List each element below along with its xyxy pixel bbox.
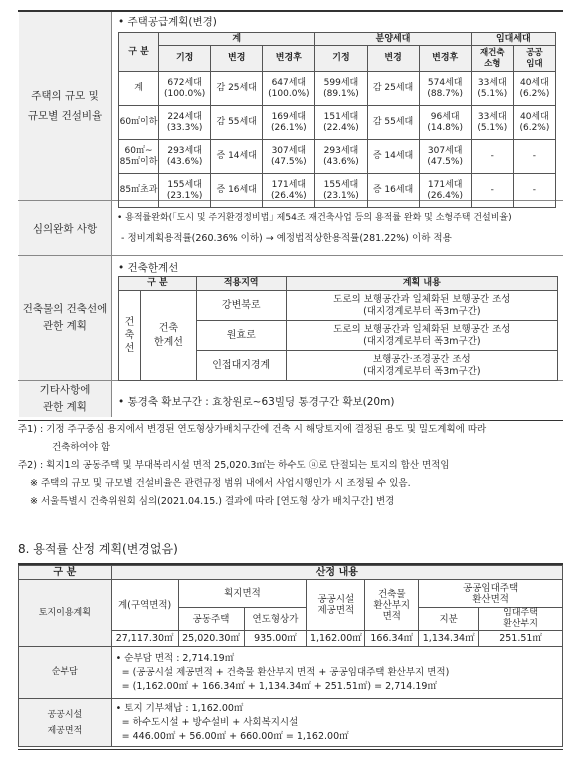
- s8-val: 166.34㎡: [365, 631, 419, 647]
- supply-cell: 171세대 (26.4%): [263, 174, 315, 208]
- note-1: 주1) : 기정 주구중심 용지에서 변경된 연도형상가배치구간에 건축 시 해당토지에 결정된 용도 및 밀도계획에 따라: [18, 424, 487, 435]
- s8-col-lot: 획지면적: [178, 580, 307, 608]
- supply-cell: 293세대 (43.6%): [159, 140, 211, 174]
- supply-cell: 감 25세대: [211, 72, 263, 106]
- row-label-other: 기타사항에 관한 계획: [19, 381, 111, 417]
- supply-head-rent: 임대세대: [471, 33, 555, 46]
- s8-col-lot-b: 연도형상가: [244, 608, 307, 631]
- supply-table: [118, 32, 556, 208]
- supply-subhead: 변경: [367, 46, 419, 72]
- supply-cell: 96세대 (14.8%): [419, 106, 471, 140]
- s8-public-line: = 하수도시설 + 방수설비 + 사회복지시설: [121, 716, 299, 728]
- supply-cell: 증 16세대: [367, 174, 419, 208]
- s8-public-line: = 446.00㎡ + 56.00㎡ + 660.00㎡ = 1,162.00㎡: [121, 730, 349, 742]
- s8-val: 1,162.00㎡: [307, 631, 365, 647]
- supply-cell: 293세대 (43.6%): [315, 140, 367, 174]
- supply-cell: -: [471, 140, 513, 174]
- s8-land-label: 토지이용계획: [19, 580, 112, 647]
- supply-cell: 감 55세대: [211, 106, 263, 140]
- bl-area: 원효로: [196, 321, 286, 351]
- relax-line-1: • 용적률완화(｢도시 및 주거환경정비법｣ 제54조 재건축사업 등의 용적률 완화 및 소형주택 건설비율): [117, 213, 512, 223]
- s8-head-content: 산정 내용: [111, 566, 562, 580]
- supply-cell: -: [471, 174, 513, 208]
- supply-cell: 60㎡~ 85㎡이하: [119, 140, 159, 174]
- bl-outer: 건 축 선: [119, 291, 141, 381]
- bl-head-plan: 계획 내용: [286, 277, 557, 291]
- section8-title: 8. 용적률 산정 계획(변경없음): [18, 542, 178, 556]
- note-4: ※ 서울특별시 건축위원회 심의(2021.04.15.) 결과에 따라 [연도형 상가 배치구간] 변경: [30, 496, 395, 507]
- s8-public-line: • 토지 기부채납 : 1,162.00㎡: [115, 702, 244, 714]
- s8-col-public: 공공시설 제공면적: [307, 580, 365, 631]
- s8-net-line: = (1,162.00㎡ + 166.34㎡ + 1,134.34㎡ + 251.51㎡) = 2,714.19㎡: [121, 680, 437, 692]
- supply-head-total: 계: [159, 33, 315, 46]
- supply-cell: 171세대 (26.4%): [419, 174, 471, 208]
- note-2: 주2) : 획지1의 공동주택 및 부대복리시설 면적 25,020.3㎡는 하수도 ⓐ로 단절되는 토지의 합산 면적임: [18, 460, 450, 471]
- supply-cell: 33세대 (5.1%): [471, 106, 513, 140]
- section1-divider-col: [111, 12, 112, 417]
- supply-cell: 증 16세대: [211, 174, 263, 208]
- s8-net-label: 순부담: [19, 647, 112, 699]
- supply-cell: 40세대 (6.2%): [513, 106, 555, 140]
- bl-area: 강변북로: [196, 291, 286, 321]
- s8-val: 251.51㎡: [479, 631, 563, 647]
- s8-val: 935.00㎡: [244, 631, 307, 647]
- supply-subhead: 재건축 소형: [471, 46, 513, 72]
- s8-val: 25,020.30㎡: [178, 631, 244, 647]
- supply-cell: 계: [119, 72, 159, 106]
- bl-area: 인접대지경계: [196, 351, 286, 381]
- supply-subhead: 변경후: [419, 46, 471, 72]
- other-plan-text: • 통경축 확보구간 : 효창원로~63빌딩 통경구간 확보(20m): [118, 396, 395, 408]
- s8-public-content: [111, 699, 562, 747]
- s8-head-gubun: 구 분: [19, 566, 112, 580]
- supply-plan-title: • 주택공급계획(변경): [118, 16, 217, 28]
- supply-head-sale: 분양세대: [315, 33, 471, 46]
- supply-subhead: 기정: [159, 46, 211, 72]
- section8-table: [18, 565, 563, 747]
- supply-subhead: 공공 임대: [513, 46, 555, 72]
- supply-cell: 85㎡초과: [119, 174, 159, 208]
- supply-cell: 33세대 (5.1%): [471, 72, 513, 106]
- supply-cell: 증 14세대: [211, 140, 263, 174]
- row-label-housing-scale: 주택의 규모 및 규모별 건설비율: [19, 12, 111, 200]
- supply-cell: 40세대 (6.2%): [513, 72, 555, 106]
- s8-col-rent-b: 임대주택 환산부지: [479, 608, 563, 631]
- building-line-title: • 건축한계선: [118, 262, 179, 274]
- row-label-building-line: 건축물의 건축선에 관한 계획: [19, 256, 111, 380]
- bl-head-area: 적용지역: [196, 277, 286, 291]
- supply-cell: -: [513, 174, 555, 208]
- bl-plan: 도로의 보행공간과 일체화된 보행공간 조성 (대지경계로부터 폭3m구간): [286, 291, 557, 321]
- s8-val: 1,134.34㎡: [419, 631, 479, 647]
- supply-cell: 155세대 (23.1%): [315, 174, 367, 208]
- bl-plan: 보행공간·조경공간 조성 (대지경계로부터 폭3m구간): [286, 351, 557, 381]
- supply-cell: 감 55세대: [367, 106, 419, 140]
- supply-subhead: 기정: [315, 46, 367, 72]
- s8-net-line: • 순부담 면적 : 2,714.19㎡: [115, 652, 235, 664]
- s8-col-rent: 공공임대주택 환산면적: [419, 580, 563, 608]
- supply-cell: 155세대 (23.1%): [159, 174, 211, 208]
- s8-col-rent-a: 지분: [419, 608, 479, 631]
- supply-cell: -: [513, 140, 555, 174]
- supply-cell: 151세대 (22.4%): [315, 106, 367, 140]
- building-line-table: [118, 276, 558, 381]
- s8-public-label: 공공시설 제공면적: [19, 699, 112, 747]
- supply-cell: 574세대 (88.7%): [419, 72, 471, 106]
- supply-cell: 307세대 (47.5%): [263, 140, 315, 174]
- s8-net-line: = (공공시설 제공면적 + 건축물 환산부지 면적 + 공공임대주택 환산부지 면적): [121, 666, 450, 678]
- s8-val: 27,117.30㎡: [111, 631, 178, 647]
- supply-cell: 647세대 (100.0%): [263, 72, 315, 106]
- supply-cell: 224세대 (33.3%): [159, 106, 211, 140]
- supply-subhead: 변경후: [263, 46, 315, 72]
- supply-cell: 감 25세대: [367, 72, 419, 106]
- relax-line-2: - 정비계획용적률(260.36% 이하) → 예정법적상한용적률(281.22%) 이하 적용: [121, 233, 452, 244]
- row-label-relaxation: 심의완화 사항: [19, 201, 111, 255]
- supply-cell: 599세대 (89.1%): [315, 72, 367, 106]
- s8-col-lot-a: 공동주택: [178, 608, 244, 631]
- supply-cell: 307세대 (47.5%): [419, 140, 471, 174]
- s8-col-total: 계(구역면적): [111, 580, 178, 631]
- note-3: ※ 주택의 규모 및 규모별 건설비율은 관련규정 범위 내에서 사업시행인가 시 조정될 수 있음.: [30, 478, 411, 489]
- bl-head-gubun: 구 분: [119, 277, 197, 291]
- supply-head-gubun: 구 분: [119, 33, 159, 72]
- supply-cell: 60㎡이하: [119, 106, 159, 140]
- bl-plan: 도로의 보행공간과 일체화된 보행공간 조성 (대지경계로부터 폭3m구간): [286, 321, 557, 351]
- s8-col-bldg: 건축물 환산부지 면적: [365, 580, 419, 631]
- supply-cell: 169세대 (26.1%): [263, 106, 315, 140]
- note-1-cont: 건축하여야 함: [52, 442, 111, 453]
- supply-cell: 672세대 (100.0%): [159, 72, 211, 106]
- supply-cell: 증 14세대: [367, 140, 419, 174]
- s8-net-content: [111, 647, 562, 699]
- supply-subhead: 변경: [211, 46, 263, 72]
- bl-inner: 건축 한계선: [140, 291, 196, 381]
